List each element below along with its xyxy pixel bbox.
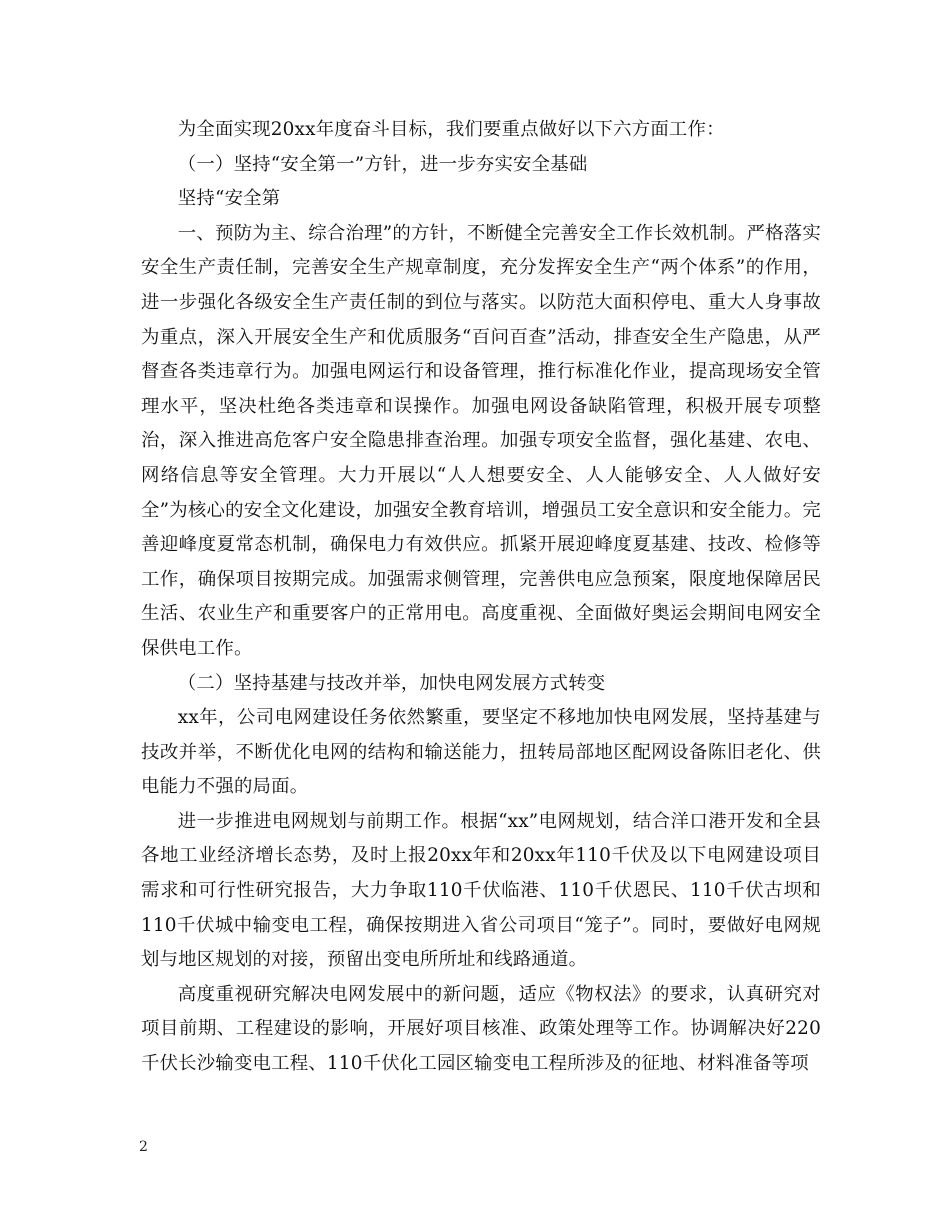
paragraph-safety-lead: 坚持“安全第: [177, 188, 281, 210]
page-number: 2: [139, 1139, 148, 1155]
paragraph-intro: 为全面实现20xx年度奋斗目标，我们要重点做好以下六方面工作：: [177, 119, 725, 140]
section-heading-grid-development: （二）坚持基建与技改并举，加快电网发展方式转变: [177, 672, 606, 694]
paragraph-safety-body: 一、预防为主、综合治理”的方针，不断健全完善安全工作长效机制。严格落实安全生产责任制，完善安全生产规章制度，充分发挥安全生产“两个体系”的作用，进一步强化各级安全生产责任制的到位与落实。以防范大面积停电、重大人身事故为重点，深入开展安全生产和优质服务“百问百查”活动，排查安全生产隐患，从严督查各类违章行为。加强电网运行和设备管理，推行标准化作业，提高现场安全管理水平，坚决杜绝各类违章和误操作。加强电网设备缺陷管理，积极开展专项整治，深入推进高危客户安全隐患排查治理。加强专项安全监督，强化基建、农电、网络信息等安全管理。大力开展以“人人想要安全、人人能够安全、人人做好安全”为核心的安全文化建设，加强安全教育培训，增强员工安全意识和安全能力。完善迎峰度夏常态机制，确保电力有效供应。抓紧开展迎峰度夏基建、技改、检修等工作，确保项目按期完成。加强需求侧管理，完善供电应急预案，限度地保障居民生活、农业生产和重要客户的正常用电。高度重视、全面做好奥运会期间电网安全保供电工作。: [141, 222, 821, 659]
paragraph-new-issues: 高度重视研究解决电网发展中的新问题，适应《物权法》的要求，认真研究对项目前期、工程建设的影响，开展好项目核准、政策处理等工作。协调解决好220千伏长沙输变电工程、110千伏化工园区输变电工程所涉及的征地、材料准备等项: [141, 983, 821, 1075]
paragraph-grid-planning: 进一步推进电网规划与前期工作。根据“xx”电网规划，结合洋口港开发和全县各地工业经济增长态势，及时上报20xx年和20xx年110千伏及以下电网建设项目需求和可行性研究报告，大力争取110千伏临港、110千伏恩民、110千伏古坝和110千伏城中输变电工程，确保按期进入省公司项目“笼子”。同时，要做好电网规划与地区规划的对接，预留出变电所所址和线路通道。: [141, 810, 821, 971]
paragraph-grid-construction: xx年，公司电网建设任务依然繁重，要坚定不移地加快电网发展，坚持基建与技改并举，不断优化电网的结构和输送能力，扭转局部地区配网设备陈旧老化、供电能力不强的局面。: [141, 707, 821, 798]
section-heading-safety: （一）坚持“安全第一”方针，进一步夯实安全基础: [177, 153, 588, 175]
document-body: [141, 113, 821, 1082]
